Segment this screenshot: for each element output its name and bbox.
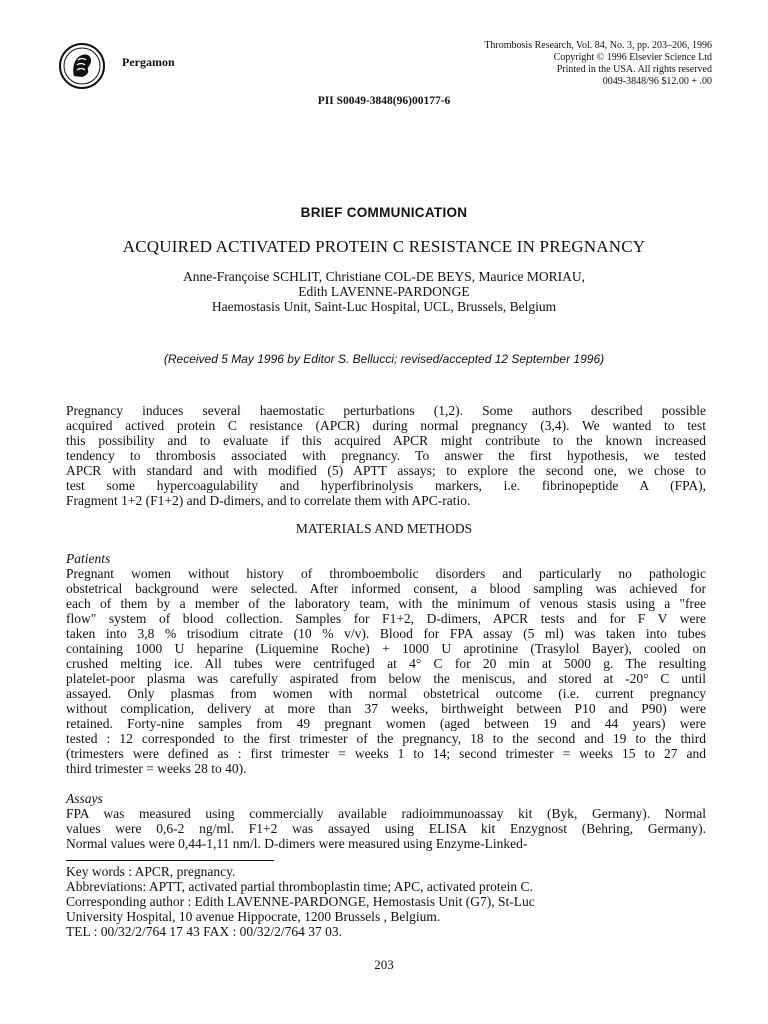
section-label: BRIEF COMMUNICATION — [300, 205, 468, 220]
text-line: without complication, delivery at more than 37 weeks, birthweight between P10 and P90) were — [66, 701, 706, 716]
text-line: assayed. Only plasmas from women with normal obstetrical outcome (i.e. current pregnancy — [66, 686, 706, 701]
publisher-logo — [58, 42, 106, 90]
affiliation: Haemostasis Unit, Saint-Luc Hospital, UCL, Brussels, Belgium — [211, 299, 557, 314]
author-address: University Hospital, 10 avenue Hippocrate, 1200 Brussels , Belgium. — [66, 909, 441, 924]
journal-line: Copyright © 1996 Elsevier Science Ltd — [553, 52, 712, 63]
assays-section — [66, 791, 706, 851]
received-dates: (Received 5 May 1996 by Editor S. Bellucci; revised/accepted 12 September 1996) — [163, 352, 605, 366]
text-line: containing 1000 U heparine (Liquemine Roche) + 1000 U aprotinine (Trasylol Bayer), cooled on — [66, 641, 706, 656]
publisher-name: Pergamon — [122, 55, 175, 69]
journal-line: 0049-3848/96 $12.00 + .00 — [602, 76, 712, 87]
subsection-heading: Assays — [66, 791, 103, 806]
text-line: obstetrical background were selected. After informed consent, a blood sampling was achieved for — [66, 581, 706, 596]
footnote-rule — [66, 860, 274, 861]
patients-section — [66, 551, 706, 776]
text-line: taken into 3,8 % trisodium citrate (10 % v/v). Blood for FPA assay (5 ml) was taken into tubes — [66, 626, 706, 641]
contact-numbers: TEL : 00/32/2/764 17 43 FAX : 00/32/2/764 37 03. — [66, 924, 342, 939]
text-line: Pregnancy induces several haemostatic perturbations (1,2). Some authors described possible — [66, 403, 706, 418]
text-line: (trimesters were defined as : first trimester = weeks 1 to 14; second trimester = weeks 15 to 27 and — [66, 746, 706, 761]
text-line: acquired actived protein C resistance (APCR) during normal pregnancy (3,4). We wanted to test — [66, 418, 706, 433]
text-line: Pregnant women without history of thromboembolic disorders and particularly no pathologic — [66, 566, 706, 581]
text-line: platelet-poor plasma was carefully aspirated from below the meniscus, and stored at -20° C until — [66, 671, 706, 686]
subsection-heading: Patients — [66, 551, 111, 566]
authors-line: Edith LAVENNE-PARDONGE — [298, 284, 470, 299]
text-line: third trimester = weeks 28 to 40). — [66, 761, 247, 776]
intro-paragraph — [66, 403, 706, 508]
journal-citation — [372, 40, 712, 88]
text-line: values were 0,6-2 ng/ml. F1+2 was assayed using ELISA kit Enzygnost (Behring, Germany). — [66, 821, 706, 836]
page-number: 203 — [374, 957, 394, 972]
text-line: APCR with standard and with modified (5) APTT assays; to explore the second one, we chose to — [66, 463, 706, 478]
text-line: retained. Forty-nine samples from 49 pregnant women (aged between 19 and 44 years) were — [66, 716, 706, 731]
corresponding-author: Corresponding author : Edith LAVENNE-PARDONGE, Hemostasis Unit (G7), St-Luc — [66, 894, 535, 909]
pii-identifier: PII S0049-3848(96)00177-6 — [317, 95, 451, 107]
text-line: test some hypercoagulability and hyperfibrinolysis markers, i.e. fibrinopeptide A (FPA), — [66, 478, 706, 493]
text-line: crushed melting ice. All tubes were centrifuged at 4° C for 20 min at 5000 g. The resulting — [66, 656, 706, 671]
author-block — [0, 269, 768, 314]
journal-line: Printed in the USA. All rights reserved — [556, 64, 712, 75]
text-line: tested : 12 corresponded to the first trimester of the pregnancy, 18 to the second and 19 to the third — [66, 731, 706, 746]
text-line: FPA was measured using commercially available radioimmunoassay kit (Byk, Germany). Normal — [66, 806, 706, 821]
journal-line: Thrombosis Research, Vol. 84, No. 3, pp. 203–206, 1996 — [484, 40, 712, 51]
text-line: flow" system of blood collection. Samples for F1+2, D-dimers, APCR tests and for F V were — [66, 611, 706, 626]
section-heading: MATERIALS AND METHODS — [295, 521, 473, 536]
text-line: Fragment 1+2 (F1+2) and D-dimers, and to correlate them with APC-ratio. — [66, 493, 471, 508]
footnotes — [66, 864, 706, 939]
article-title: ACQUIRED ACTIVATED PROTEIN C RESISTANCE IN PREGNANCY — [122, 237, 646, 256]
keywords: Key words : APCR, pregnancy. — [66, 864, 236, 879]
text-line: this possibility and to evaluate if this acquired APCR might contribute to the known increased — [66, 433, 706, 448]
text-line: each of them by a member of the laboratory team, with the minimum of venous stasis using a "free — [66, 596, 706, 611]
text-line: tendency to thrombosis associated with pregnancy. To answer the first hypothesis, we tested — [66, 448, 706, 463]
abbreviations: Abbreviations: APTT, activated partial thromboplastin time; APC, activated protein C. — [66, 879, 533, 894]
text-line: Normal values were 0,44-1,11 nm/l. D-dimers were measured using Enzyme-Linked- — [66, 836, 528, 851]
authors-line: Anne-Françoise SCHLIT, Christiane COL-DE BEYS, Maurice MORIAU, — [182, 269, 586, 284]
